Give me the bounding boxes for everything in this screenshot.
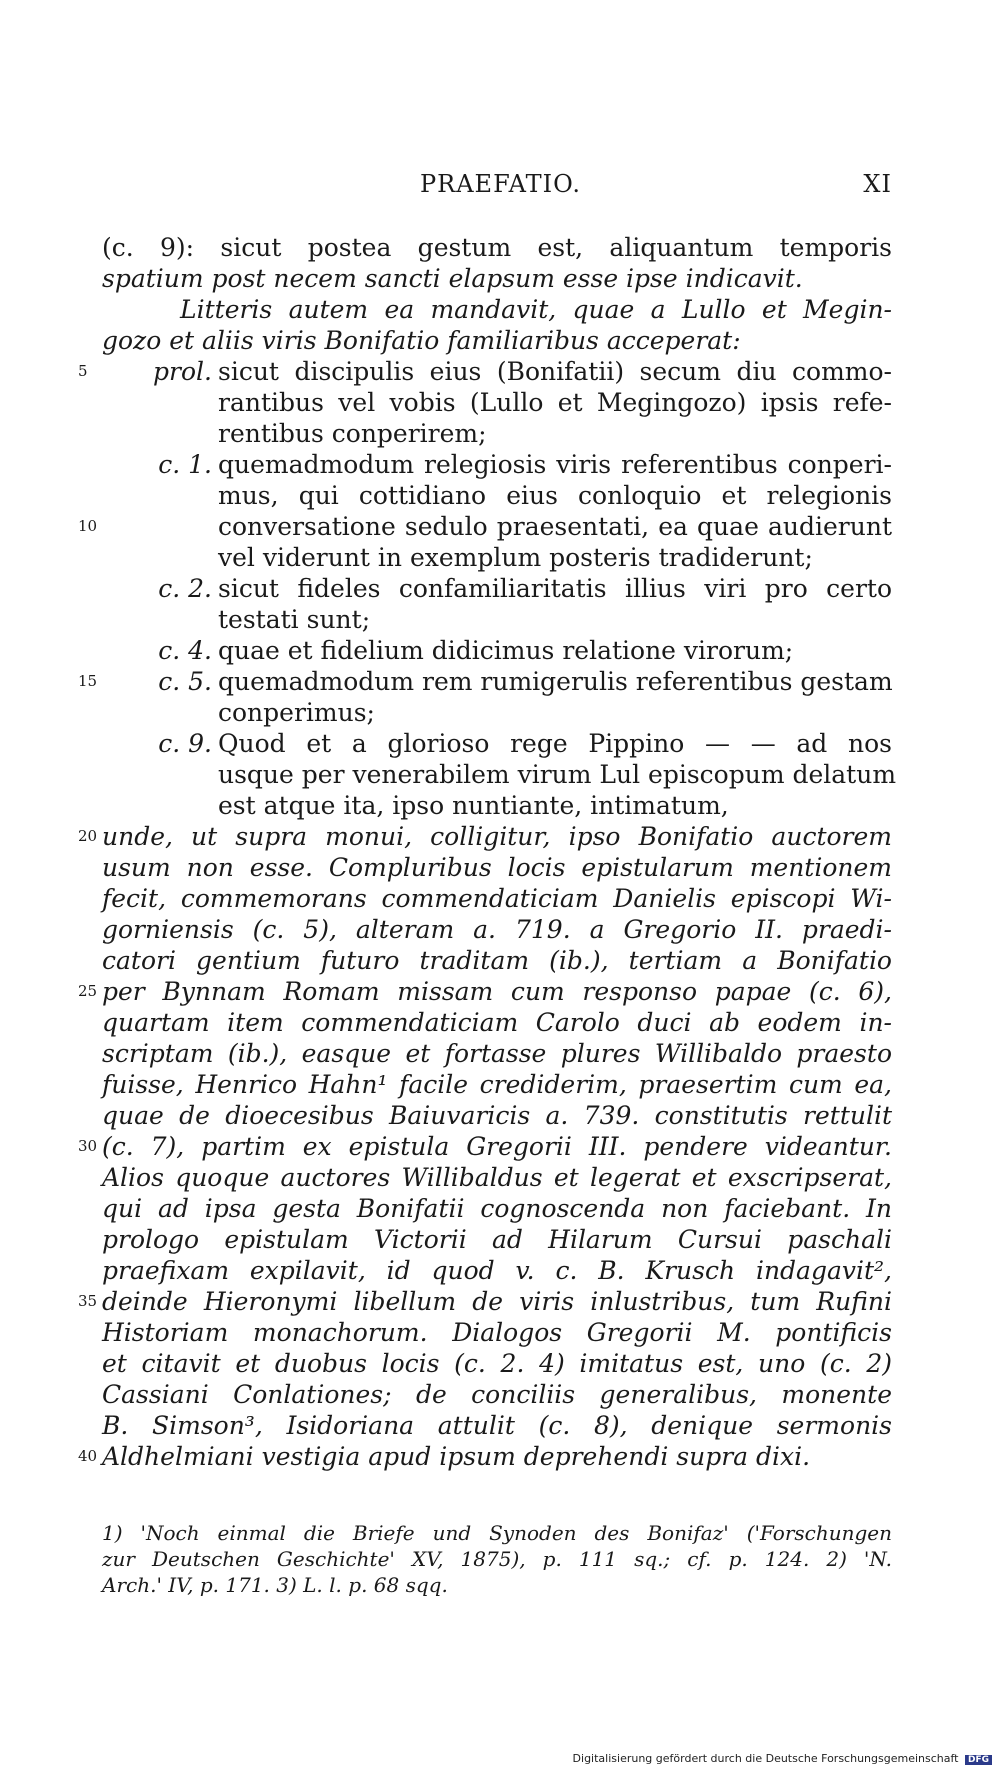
line-text: (c. 7), partim ex epistula Gregorii III. pendere videantur. [102,1132,892,1161]
text-line [0,1007,1000,1038]
text-line [0,1255,1000,1286]
line-number: 10 [78,517,98,535]
footnote-line: zur Deutschen Geschichte' XV, 1875), p. 111 sq.; cf. p. 124. 2) 'N. [102,1547,892,1571]
line-number: 40 [78,1447,98,1465]
line-text: praefixam expilavit, id quod v. c. B. Krusch indagavit², [102,1256,892,1285]
line-text: Historiam monachorum. Dialogos Gregorii M. pontificis [102,1318,892,1347]
line-number: 15 [78,672,98,690]
text-line [0,759,1000,790]
line-text: prologo epistulam Victorii ad Hilarum Cursui paschali [102,1225,892,1254]
footnote-line: Arch.' IV, p. 171. 3) L. l. p. 68 sqq. [102,1573,448,1597]
text-line [0,542,1000,573]
line-text: deinde Hieronymi libellum de viris inlustribus, tum Rufini [102,1287,892,1316]
chapter-label: c. 9. [158,729,212,758]
chapter-label: prol. [153,357,212,386]
text-line [0,604,1000,635]
line-number: 5 [78,362,88,380]
text-line [0,1379,1000,1410]
text-line [0,821,1000,852]
text-line [0,976,1000,1007]
text-line [0,728,1000,759]
text-line [0,697,1000,728]
line-text: quae et fidelium didicimus relatione virorum; [218,636,794,665]
line-text: rentibus conperirem; [218,419,487,448]
text-line [0,1410,1000,1441]
footnote-line: 1) 'Noch einmal die Briefe und Synoden des Bonifaz' ('Forschungen [102,1521,892,1545]
line-number: 30 [78,1137,98,1155]
line-text: usque per venerabilem virum Lul episcopum delatum [218,760,897,789]
line-text: Litteris autem ea mandavit, quae a Lullo et Megin- [180,295,892,324]
text-line [0,1038,1000,1069]
footnotes [102,1520,892,1598]
dfg-logo: DFG [965,1755,992,1765]
line-text: quartam item commendaticiam Carolo duci ab eodem in- [102,1008,892,1037]
line-text: B. Simson³, Isidoriana attulit (c. 8), denique sermonis [102,1411,892,1440]
chapter-label: c. 2. [158,574,212,603]
line-text: (c. 9): sicut postea gestum est, aliquantum temporis [102,233,892,262]
text-line [0,1162,1000,1193]
line-text: sicut discipulis eius (Bonifatii) secum diu commo- [218,357,892,386]
text-line [0,666,1000,697]
line-text: gozo et aliis viris Bonifatio familiaribus acceperat: [102,326,741,355]
text-line [0,1100,1000,1131]
line-text: sicut fideles confamiliaritatis illius viri pro certo [218,574,892,603]
line-text: qui ad ipsa gesta Bonifatii cognoscenda non faciebant. In [102,1194,892,1223]
text-line [0,852,1000,883]
text-line [0,418,1000,449]
running-title: PRAEFATIO. [420,170,582,198]
line-text: Alios quoque auctores Willibaldus et legerat et exscripserat, [102,1163,892,1192]
text-line [0,356,1000,387]
chapter-label: c. 1. [158,450,212,479]
line-text: quemadmodum relegiosis viris referentibus conperi- [218,450,892,479]
text-line [0,294,1000,325]
text-line [0,1286,1000,1317]
line-text: Quod et a glorioso rege Pippino — — ad nos [218,729,892,758]
text-line [0,1069,1000,1100]
line-text: testati sunt; [218,605,371,634]
text-line [0,1441,1000,1472]
line-text: et citavit et duobus locis (c. 2. 4) imitatus est, uno (c. 2) [102,1349,892,1378]
text-line [0,790,1000,821]
digitization-text: Digitalisierung gefördert durch die Deutsche Forschungsgemeinschaft [572,1752,959,1765]
line-text: vel viderunt in exemplum posteris tradiderunt; [218,543,813,572]
line-text: per Bynnam Romam missam cum responso papae (c. 6), [102,977,892,1006]
line-text: catori gentium futuro traditam (ib.), tertiam a Bonifatio [102,946,892,975]
text-line [0,635,1000,666]
line-text: est atque ita, ipso nuntiante, intimatum, [218,791,729,820]
line-number: 25 [78,982,98,1000]
line-text: gorniensis (c. 5), alteram a. 719. a Gregorio II. praedi- [102,915,892,944]
text-line [0,325,1000,356]
running-header [102,170,892,204]
line-text: conversatione sedulo praesentati, ea quae audierunt [218,512,892,541]
line-text: fecit, commemorans commendaticiam Danielis episcopi Wi- [102,884,892,913]
line-text: quemadmodum rem rumigerulis referentibus gestam [218,667,893,696]
line-text: mus, qui cottidiano eius conloquio et relegionis [218,481,892,510]
text-line [0,1317,1000,1348]
chapter-label: c. 5. [158,667,212,696]
line-text: unde, ut supra monui, colligitur, ipso Bonifatio auctorem [102,822,892,851]
line-text: scriptam (ib.), easque et fortasse plures Willibaldo praesto [102,1039,892,1068]
text-line [0,1224,1000,1255]
text-line [0,1193,1000,1224]
text-line [0,945,1000,976]
text-line [0,1348,1000,1379]
text-line [0,449,1000,480]
line-text: conperimus; [218,698,375,727]
line-text: quae de dioecesibus Baiuvaricis a. 739. constitutis rettulit [102,1101,892,1130]
text-line [0,511,1000,542]
text-line [0,573,1000,604]
line-text: rantibus vel vobis (Lullo et Megingozo) ipsis refe- [218,388,892,417]
text-line [0,480,1000,511]
text-line [0,883,1000,914]
line-text: usum non esse. Compluribus locis epistularum mentionem [102,853,892,882]
line-number: 35 [78,1292,98,1310]
line-text: Aldhelmiani vestigia apud ipsum deprehendi supra dixi. [102,1442,811,1471]
page-number: XI [863,170,892,198]
line-text: spatium post necem sancti elapsum esse ipse indicavit. [102,264,803,293]
text-line [0,914,1000,945]
line-text: fuisse, Henrico Hahn¹ facile crediderim, praesertim cum ea, [102,1070,892,1099]
text-line [0,232,1000,263]
chapter-label: c. 4. [158,636,212,665]
line-text: Cassiani Conlationes; de conciliis generalibus, monente [102,1380,892,1409]
line-number: 20 [78,827,98,845]
text-line [0,1131,1000,1162]
text-line [0,263,1000,294]
digitization-note [573,1752,992,1765]
text-line [0,387,1000,418]
